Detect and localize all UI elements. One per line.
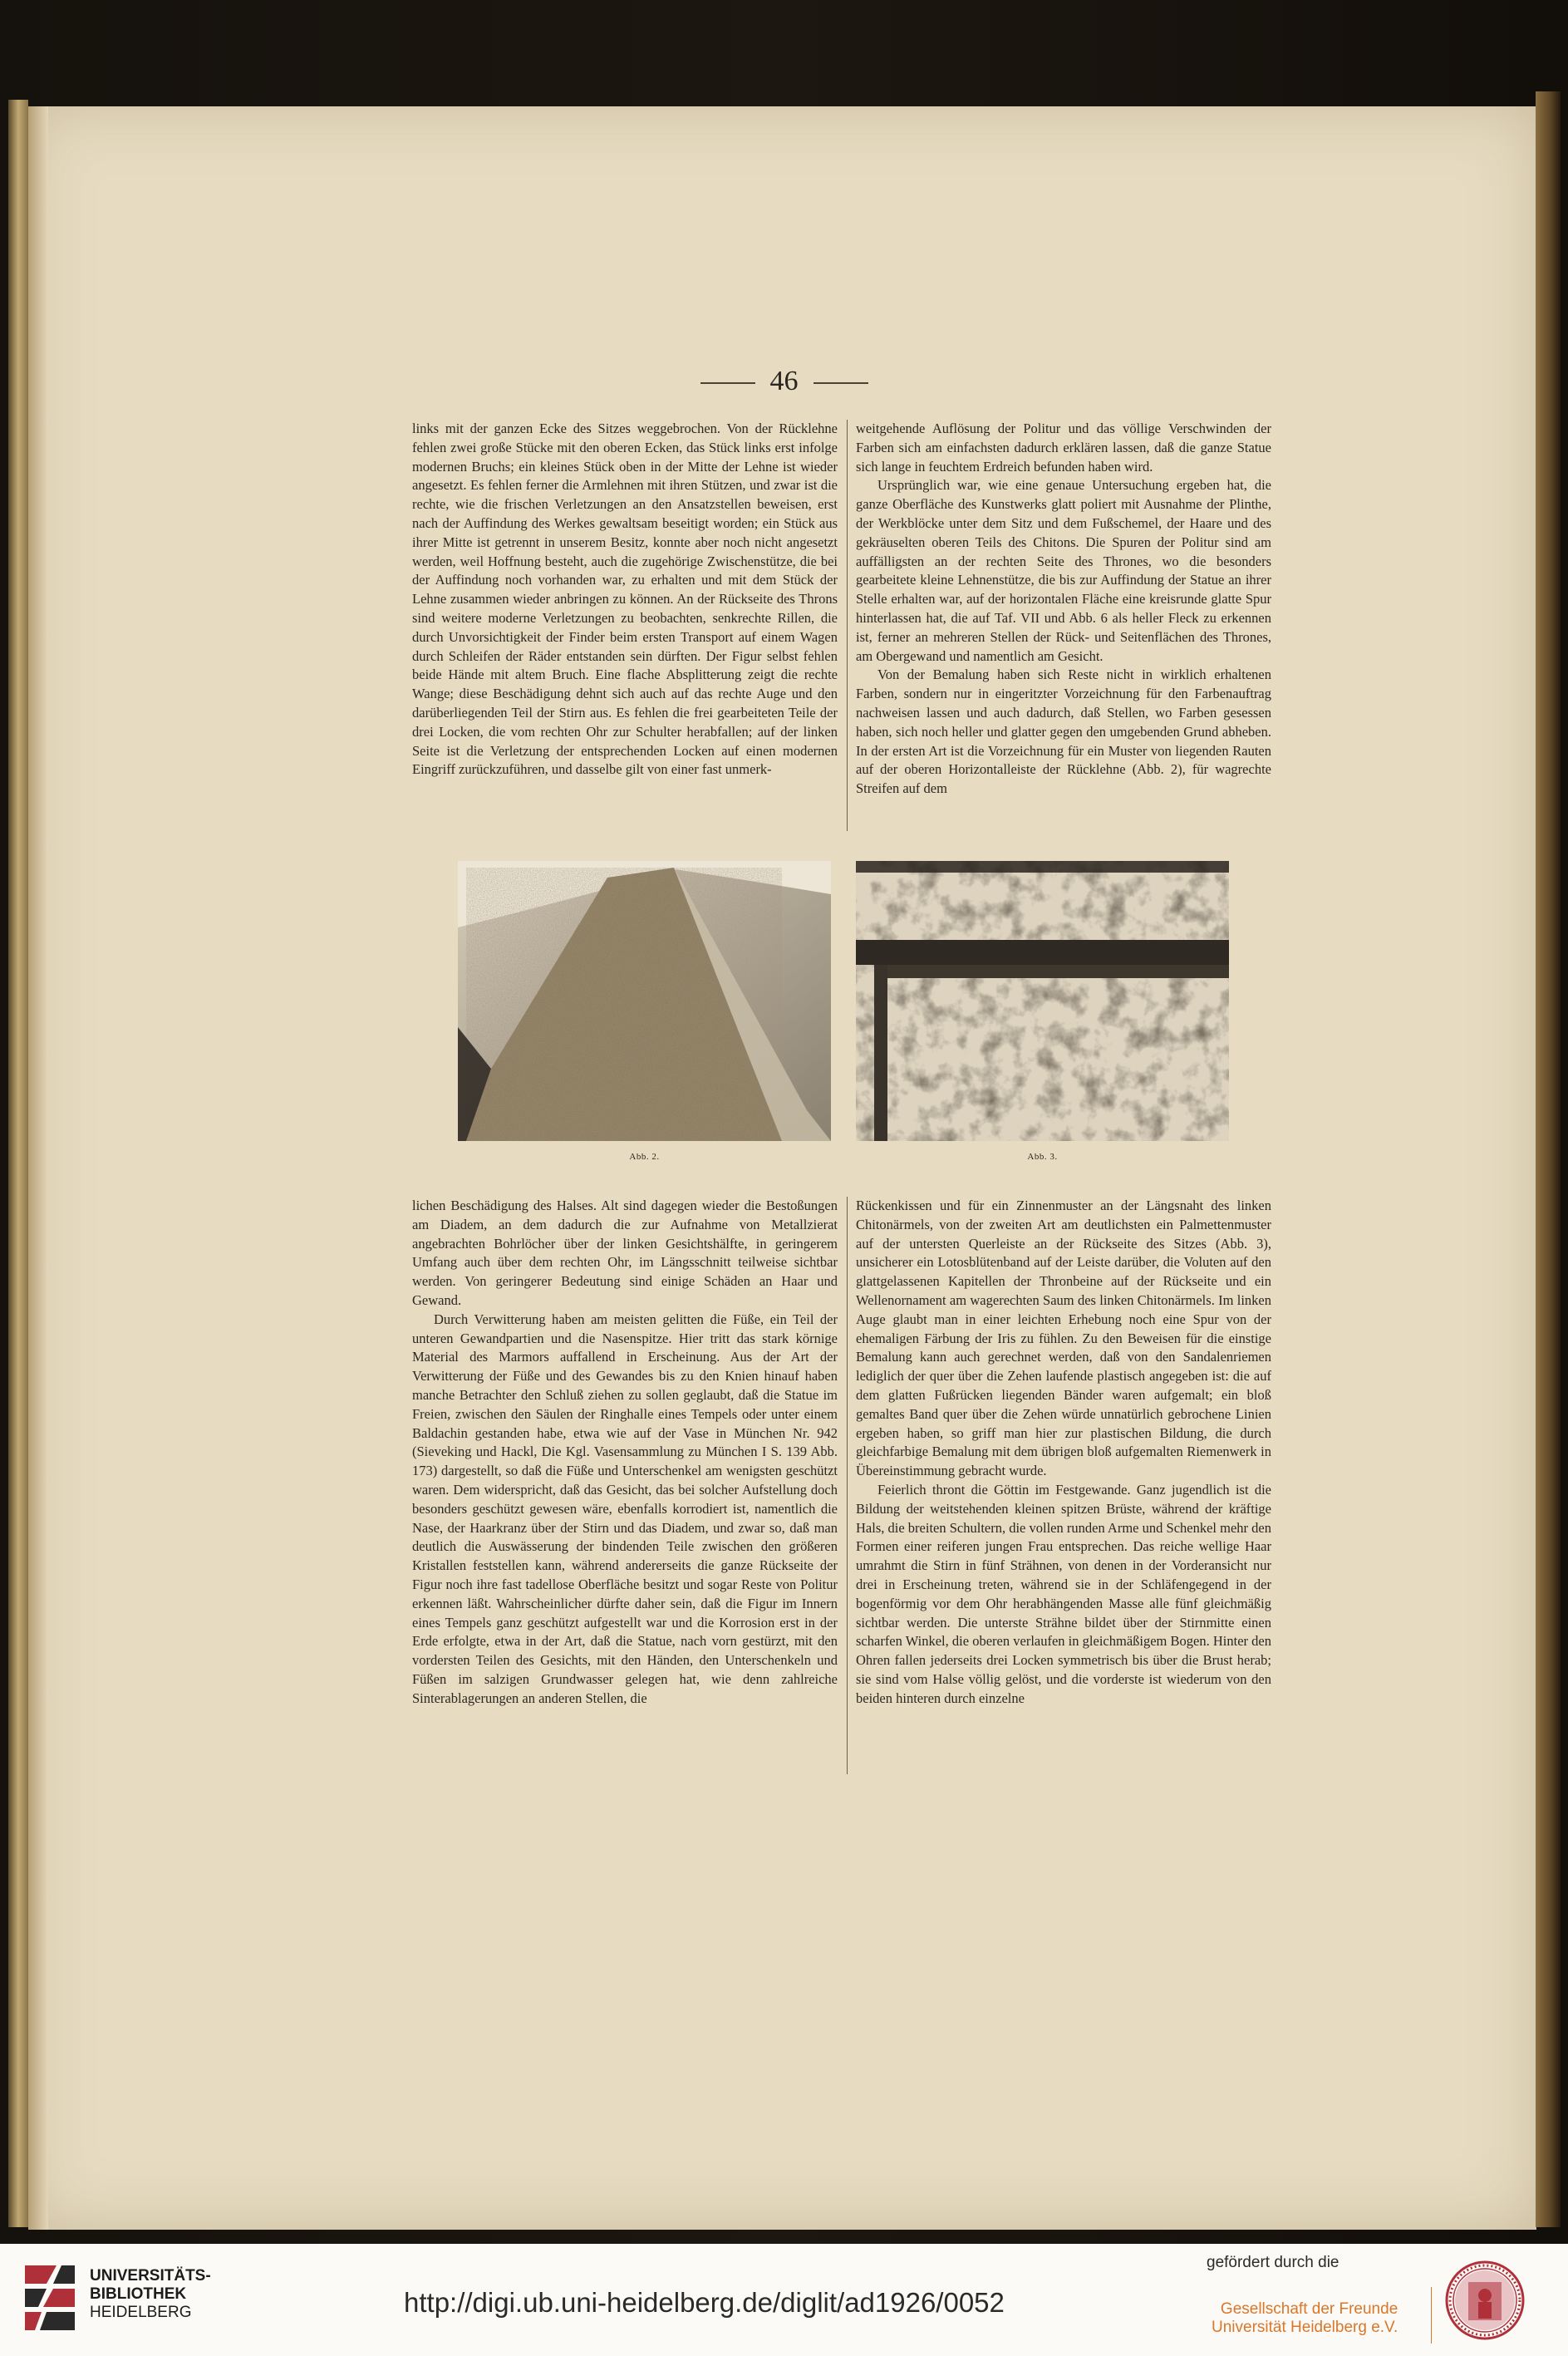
text-column-top-right [856, 420, 1271, 799]
library-name [90, 2267, 211, 2322]
ub-logo-icon[interactable] [17, 2259, 83, 2343]
text-column-bottom-right [856, 1197, 1271, 1709]
paragraph: Rückenkissen und für ein Zinnenmuster an der Längsnaht des linken Chitonärmels, von der zweiten Art am deutlichsten ein Palmettenmuster auf der untersten Querleiste an der Rückseite des Sitzes (Abb. 3), unsicherer ein Lotosblütenband auf der Leiste darüber, die Voluten auf den glattgelassenen Kapitellen der Thronbeine auf der Rückseite und ein Wellenornament am wagerechten Saum des linken Chitonärmels. Im linken Auge glaubt man in einer leichten Erhebung noch eine Spur von der ehemaligen Färbung der Iris zu fühlen. Zu den Beweisen für die einstige Bemalung kann auch gerechnet werden, daß von den Sandalenriemen lediglich der quer über die Zehen laufende plastisch angegeben ist: die auf dem glatten Fußrücken liegenden Bänder waren aufgemalt; ein bloß gemaltes Band quer über die Zehen würde unnatürlich gebrochene Linien ergeben haben, so griff man hier zur plastischen Bildung, die durch gleichfarbige Bemalung mit dem übrigen bloß aufgemalten Riemenwerk in Übereinstimmung gebracht wurde. [856, 1198, 1271, 1479]
page-number: 46 [769, 366, 799, 396]
column-divider-top [847, 420, 848, 831]
library-name-line1: UNIVERSITÄTS- [90, 2267, 211, 2285]
sponsor-divider [1431, 2287, 1432, 2344]
book-left-edge [8, 100, 28, 2227]
figure-abb-2 [458, 861, 831, 1141]
sponsor-label: gefördert durch die [1207, 2254, 1339, 2271]
photo-palmette-relief [856, 861, 1229, 1141]
text-column-bottom-left [412, 1197, 838, 1709]
paragraph: lichen Beschädigung des Halses. Alt sind dagegen wieder die Bestoßungen am Diadem, an dem dadurch die zur Aufnahme von Metallzierat angebrachten Bohrlöcher über der linken Gesichtshälfte, in geringerem Umfang auch über dem rechten Ohr, im Längsschnitt teilweise sichtbar werden. Von geringerer Bedeutung sind einige Schäden an Haar und Gewand. [412, 1198, 838, 1308]
paragraph: weitgehende Auflösung der Politur und das völlige Verschwinden der Farben sich am einfachsten dadurch erklären lassen, daß die ganze Statue sich lange in feuchtem Erdreich befunden haben wird. [856, 421, 1271, 475]
column-divider-bottom [847, 1197, 848, 1774]
paragraph: Von der Bemalung haben sich Reste nicht in wirklich erhaltenen Farben, sondern nur in eingeritzter Vorzeichnung für den Farbenauftrag nachweisen lassen und auch dadurch, daß Stellen, wo Farben gesessen haben, sich noch heller und glatter gegen den umgebenden Grund abheben. In der ersten Art ist die Vorzeichnung für ein Muster von liegenden Rauten auf der oberen Horizontalleiste der Rücklehne (Abb. 2), für wagrechte Streifen auf dem [856, 666, 1271, 797]
page-number-line [0, 366, 1568, 397]
page-number-rule-left [700, 382, 755, 384]
page-number-rule-right [813, 382, 868, 384]
caption-abb-3: Abb. 3. [1027, 1152, 1058, 1162]
caption-abb-2: Abb. 2. [629, 1152, 660, 1162]
sponsor-name-line1: Gesellschaft der Freunde [1220, 2300, 1398, 2318]
paragraph: Ursprünglich war, wie eine genaue Untersuchung ergeben hat, die ganze Oberfläche des Kunstwerks glatt poliert mit Ausnahme der Plinthe, der Werkblöcke unter dem Sitz und dem Fußschemel, der Haare und des gekräuselten oberen Teils des Chitons. Die Spuren der Politur sind am auffälligsten an der rechten Seite des Thrones, wo die besonders gearbeitete kleine Lehnenstütze, die bis zur Auffindung der Statue an ihrer Stelle erhalten war, auf der horizontalen Fläche eine kreisrunde glatte Spur hinterlassen hat, die auf Taf. VII und Abb. 6 als heller Fleck zu erkennen ist, ferner an mehreren Stellen der Rück- und Seitenflächen des Thrones, am Obergewand und namentlich am Gesicht. [856, 477, 1271, 664]
photo-stone-fragment [458, 861, 831, 1141]
text-column-top-left [412, 420, 838, 780]
library-name-line2: BIBLIOTHEK [90, 2285, 187, 2303]
paragraph: Feierlich thront die Göttin im Festgewande. Ganz jugendlich ist die Bildung der weitstehenden kleinen spitzen Brüste, während der kräftige Hals, die breiten Schultern, die vollen runden Arme und Schenkel mehr den Formen einer reiferen jungen Frau entsprechen. Das reiche wellige Haar umrahmt die Stirn in fünf Strähnen, von denen in der Vorderansicht nur drei in Erscheinung treten, während sie in der Schläfengegend in der bogenförmig vor dem Ohr herabhängenden Masse alle fünf gleichmäßig sichtbar werden. Die unterste Strähne bildet über der Stirnmitte einen scharfen Winkel, die oberen verlaufen in gleichmäßigem Bogen. Hinter den Ohren fallen jederseits drei Locken symmetrisch bis über die Brust herab; sie sind vom Halse völlig gelöst, und die vorderste ist wiederum von den beiden hinteren durch einzelne [856, 1481, 1271, 1706]
sponsor-name[interactable] [1212, 2300, 1398, 2337]
book-right-edge [1536, 91, 1561, 2227]
sponsor-name-line2: Universität Heidelberg e.V. [1212, 2319, 1398, 2336]
library-name-line3: HEIDELBERG [90, 2304, 192, 2321]
paragraph: links mit der ganzen Ecke des Sitzes weggebrochen. Von der Rücklehne fehlen zwei große Stücke mit den oberen Ecken, das Stück links erst infolge modernen Bruchs; ein kleines Stück oben in der Mitte der Lehne ist wieder angesetzt. Es fehlen ferner die Armlehnen mit ihren Stützen, und zwar ist die rechte, wie die frischen Verletzungen an den Ansatzstellen beweisen, erst nach der Auffindung des Werkes gewaltsam beseitigt worden; ein Stück aus ihrer Mitte ist getrennt in unserem Besitz, konnte aber noch nicht angesetzt werden, weil Hoffnung besteht, auch die zugehörige Zwischenstütze, die bei der Auffindung noch vorhanden war, zu erhalten und mit dem Stück der Lehne zusammen wieder anbringen zu können. An der Rückseite des Throns sind weitere moderne Verletzungen zu beobachten, senkrechte Rillen, die durch Unvorsichtigkeit der Finder beim ersten Transport auf einem Wagen durch Schleifen der Räder entstanden sein dürften. Der Figur selbst fehlen beide Hände mit altem Bruch. Eine flache Absplitterung zeigt die rechte Wange; diese Beschädigung dehnt sich auch auf das rechte Auge und den darüberliegenden Teil der Stirn aus. Es fehlen die frei gearbeiteten Teile der drei Locken, die vom rechten Ohr zur Schulter herabfallen; auf der linken Seite ist die Verletzung der entsprechenden Locken auf einen modernen Eingriff zurückzuführen, und dasselbe gilt von einer fast unmerk- [412, 421, 838, 778]
paragraph: Durch Verwitterung haben am meisten gelitten die Füße, ein Teil der unteren Gewandpartien und die Nasenspitze. Hier tritt das stark körnige Material des Marmors auffallend in Erscheinung. Aus der Art der Verwitterung der Füße und des Gewandes bis zu den Knien hinauf haben manche Betrachter den Schluß ziehen zu sollen geglaubt, daß die Statue im Freien, zwischen den Säulen der Ringhalle eines Tempels oder unter einem Baldachin gestanden habe, etwa wie auf der Vase in München Nr. 942 (Sieveking und Hackl, Die Kgl. Vasensammlung zu München I S. 139 Abb. 173) dargestellt, so daß die Füße und Unterschenkel am wenigsten geschützt waren. Dem widerspricht, daß das Gesicht, das bei solcher Aufstellung doch besonders geschützt gewesen wäre, ebenfalls korrodiert ist, namentlich die Nase, der Haarkranz über der Stirn und das Diadem, und zwar so, daß man deutlich die Auswässerung der bindenden Teile zwischen den größeren Kristallen feststellen kann, während andererseits die ganze Rückseite der Figur noch ihre fast tadellose Oberfläche besitzt und sogar Reste von Politur erkennen läßt. Wahrscheinlicher dürfte daher sein, daß die Figur im Innern eines Tempels ganz geschützt aufgestellt war und die Korrosion erst in der Erde erfolgte, etwa in der Art, daß die Statue, nach vorn gestürzt, mit den vordersten Teilen des Gesichts, mit den Händen, den Unterschenkeln und Füßen im salzigen Grundwasser gelegen hat, wie denn zahlreiche Sinterablagerungen an anderen Stellen, die [412, 1311, 838, 1706]
figure-abb-3 [856, 861, 1229, 1141]
permalink-url[interactable]: http://digi.ub.uni-heidelberg.de/diglit/ad1926/0052 [404, 2287, 1005, 2318]
page-gutter [28, 106, 48, 2230]
university-seal-icon[interactable] [1443, 2259, 1526, 2346]
